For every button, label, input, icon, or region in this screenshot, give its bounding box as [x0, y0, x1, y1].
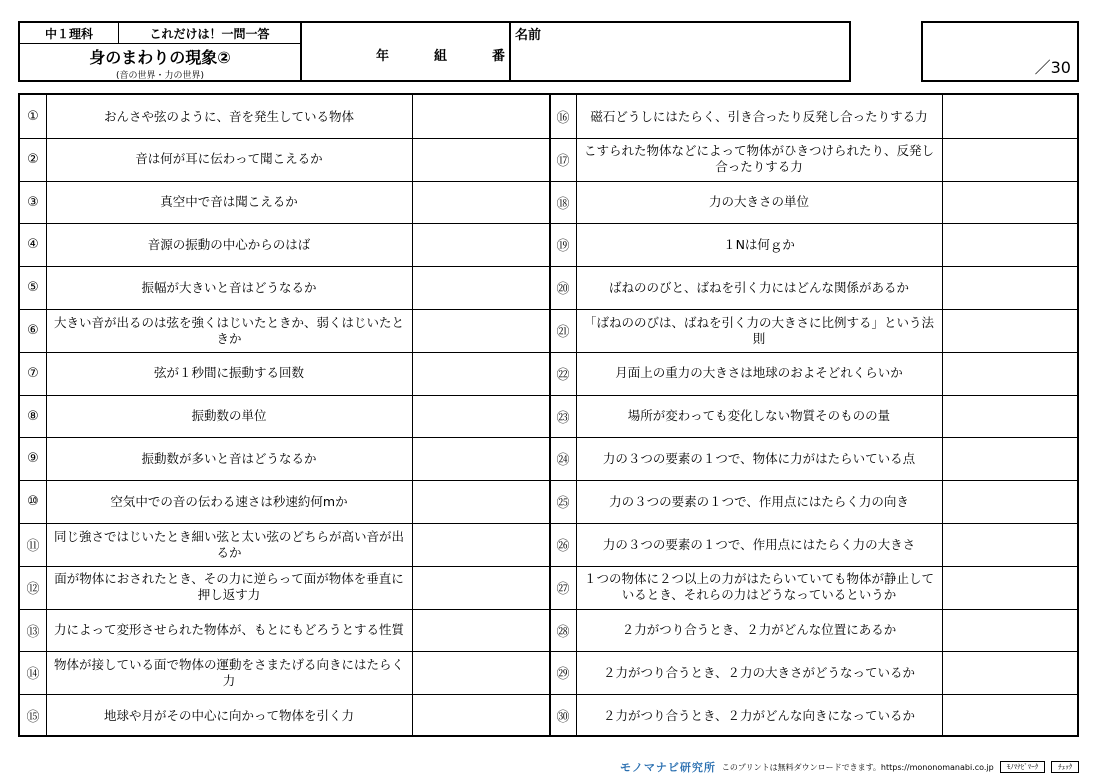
- answer-cell[interactable]: [412, 566, 548, 609]
- question-number: ⑳: [556, 282, 570, 298]
- answer-cell[interactable]: [942, 309, 1077, 352]
- question-number: ㉖: [556, 539, 570, 554]
- question-number: ⑩: [27, 494, 39, 510]
- answer-cell[interactable]: [942, 223, 1077, 266]
- answer-cell[interactable]: [412, 651, 548, 694]
- question-number: ⑫: [26, 581, 40, 597]
- footer-note: このプリントは無料ダウンロードできます。https://mononomanabi.co.jp: [721, 762, 994, 772]
- question-number: ⑯: [556, 111, 570, 126]
- question-number: ⑭: [26, 667, 40, 683]
- question-number: ④: [27, 237, 39, 253]
- answer-cell[interactable]: [412, 523, 548, 566]
- question-number: ㉓: [556, 410, 570, 426]
- question-number: ㉙: [556, 667, 570, 683]
- score-total: ／30: [1034, 58, 1071, 77]
- footer: [620, 759, 1098, 775]
- question-number: ⑪: [26, 539, 40, 554]
- question-text: ２力がつり合うとき、２力がどんな向きになっているか: [602, 707, 915, 723]
- name-field[interactable]: [509, 21, 851, 82]
- question-text: 空気中での音の伝わる速さは秒速約何mか: [110, 493, 348, 509]
- class-info-block: [300, 21, 511, 82]
- question-text: 振動数が多いと音はどうなるか: [141, 450, 317, 466]
- answer-cell[interactable]: [412, 223, 548, 266]
- question-text: 同じ強さではじいたとき細い弦と太い弦のどちらが高い音が出るか: [53, 528, 404, 560]
- question-number: ⑲: [556, 239, 570, 255]
- question-text: 力の３つの要素の１つで、作用点にはたらく力の向き: [609, 493, 909, 509]
- question-number: ⑧: [27, 408, 39, 424]
- number-label: 番: [492, 49, 506, 64]
- answer-cell[interactable]: [942, 266, 1077, 309]
- question-text: おんさや弦のように、音を発生している物体: [103, 108, 354, 124]
- class-label: 組: [434, 49, 448, 64]
- answer-cell[interactable]: [942, 95, 1077, 138]
- question-number: ㉑: [556, 325, 570, 340]
- question-text: 真空中で音は聞こえるか: [160, 194, 298, 210]
- question-number: ⑮: [26, 710, 40, 726]
- column-divider: [942, 95, 943, 735]
- series-label: これだけは！一問一答: [149, 26, 270, 41]
- question-text: １つの物体に２つ以上の力がはたらいていても物体が静止しているとき、それらの力はどうなっているというか: [583, 571, 934, 603]
- question-text: 面が物体におされたとき、その力に逆らって面が物体を垂直に押し返す力: [54, 571, 404, 603]
- question-number: ⑥: [27, 323, 39, 338]
- footer-badge: ﾓﾉﾏﾅﾋﾞﾏｰｸ: [1000, 761, 1046, 773]
- footer-badge-2: ﾁｪｯｸ: [1051, 761, 1079, 773]
- center-divider: [549, 95, 551, 735]
- column-divider: [46, 95, 47, 735]
- header-title-block: [18, 21, 302, 82]
- answer-cell[interactable]: [942, 352, 1077, 395]
- answer-cell[interactable]: [942, 609, 1077, 652]
- question-number: ①: [27, 109, 39, 124]
- answer-cell[interactable]: [942, 138, 1077, 181]
- question-text: 弦が１秒間に振動する回数: [153, 365, 304, 381]
- question-text: 月面上の重力の大きさは地球のおよそどれくらいか: [615, 365, 903, 381]
- brand-logo: モノマナビ研究所: [620, 761, 716, 774]
- name-label: 名前: [515, 28, 542, 43]
- question-number: ③: [27, 194, 39, 210]
- answer-cell[interactable]: [412, 609, 548, 652]
- question-text: 振動数の単位: [191, 408, 267, 424]
- question-text: ２力がつり合うとき、２力がどんな位置にあるか: [621, 622, 897, 638]
- question-text: 力の３つの要素の１つで、作用点にはたらく力の大きさ: [602, 536, 916, 552]
- question-text: ２力がつり合うとき、２力の大きさがどうなっているか: [602, 664, 915, 680]
- question-text: ばねののびと、ばねを引く力にはどんな関係があるか: [608, 279, 909, 295]
- question-number: ⑦: [27, 365, 39, 381]
- answer-cell[interactable]: [412, 95, 548, 138]
- answer-cell[interactable]: [412, 352, 548, 395]
- year-label: 年: [376, 49, 390, 64]
- question-text: 力の３つの要素の１つで、物体に力がはたらいている点: [602, 450, 916, 466]
- subject-label: 中１理科: [20, 23, 119, 43]
- question-number: ②: [27, 151, 39, 167]
- answer-cell[interactable]: [412, 395, 548, 438]
- page-title: 身のまわりの現象②: [89, 48, 231, 67]
- score-box[interactable]: [921, 21, 1079, 82]
- question-number: ⑤: [27, 280, 39, 296]
- answer-cell[interactable]: [942, 437, 1077, 480]
- question-number: ㉒: [556, 367, 570, 383]
- question-number: ㉗: [556, 581, 570, 597]
- answer-cell[interactable]: [412, 266, 548, 309]
- question-text: 磁石どうしにはたらく、引き合ったり反発し合ったりする力: [590, 108, 928, 124]
- answer-cell[interactable]: [942, 395, 1077, 438]
- question-text: 力の大きさの単位: [708, 194, 809, 210]
- column-divider: [412, 95, 413, 735]
- question-number: ⑰: [556, 153, 570, 169]
- question-text: 「ばねののびは、ばねを引く力の大きさに比例する」という法則: [583, 314, 934, 346]
- question-number: ㉚: [556, 710, 570, 726]
- question-number: ㉔: [556, 453, 570, 469]
- answer-cell[interactable]: [942, 566, 1077, 609]
- answer-cell[interactable]: [942, 523, 1077, 566]
- answer-cell[interactable]: [412, 309, 548, 352]
- question-text: 物体が接している面で物体の運動をさまたげる向きにはたらく力: [53, 656, 404, 688]
- question-text: 大きい音が出るのは弦を強くはじいたときか、弱くはじいたときか: [53, 314, 404, 346]
- question-number: ⑬: [26, 624, 40, 640]
- answer-cell[interactable]: [412, 480, 548, 523]
- question-text: 力によって変形させられた物体が、もとにもどろうとする性質: [53, 622, 404, 638]
- answer-cell[interactable]: [412, 437, 548, 480]
- question-text: １Nは何ｇか: [723, 236, 795, 252]
- answer-cell[interactable]: [412, 138, 548, 181]
- question-text: こすられた物体などによって物体がひきつけられたり、反発し合ったりする力: [583, 143, 934, 175]
- answer-cell[interactable]: [412, 181, 548, 224]
- question-text: 振幅が大きいと音はどうなるか: [141, 279, 317, 295]
- answer-cell[interactable]: [942, 480, 1077, 523]
- question-text: 場所が変わっても変化しない物質そのものの量: [627, 408, 891, 424]
- answer-cell[interactable]: [942, 651, 1077, 694]
- question-table: [18, 93, 1079, 737]
- question-text: 地球や月がその中心に向かって物体を引く力: [103, 707, 354, 723]
- page-subtitle: (音の世界・力の世界): [115, 71, 205, 81]
- question-number: ⑱: [556, 196, 570, 212]
- question-text: 音は何が耳に伝わって聞こえるか: [135, 151, 323, 167]
- question-number: ㉘: [556, 624, 570, 640]
- question-text: 音源の振動の中心からのはば: [147, 236, 311, 252]
- question-number: ⑨: [27, 451, 39, 467]
- column-divider: [576, 95, 577, 735]
- answer-cell[interactable]: [412, 694, 548, 737]
- question-number: ㉕: [556, 496, 570, 512]
- answer-cell[interactable]: [942, 694, 1077, 737]
- answer-cell[interactable]: [942, 181, 1077, 224]
